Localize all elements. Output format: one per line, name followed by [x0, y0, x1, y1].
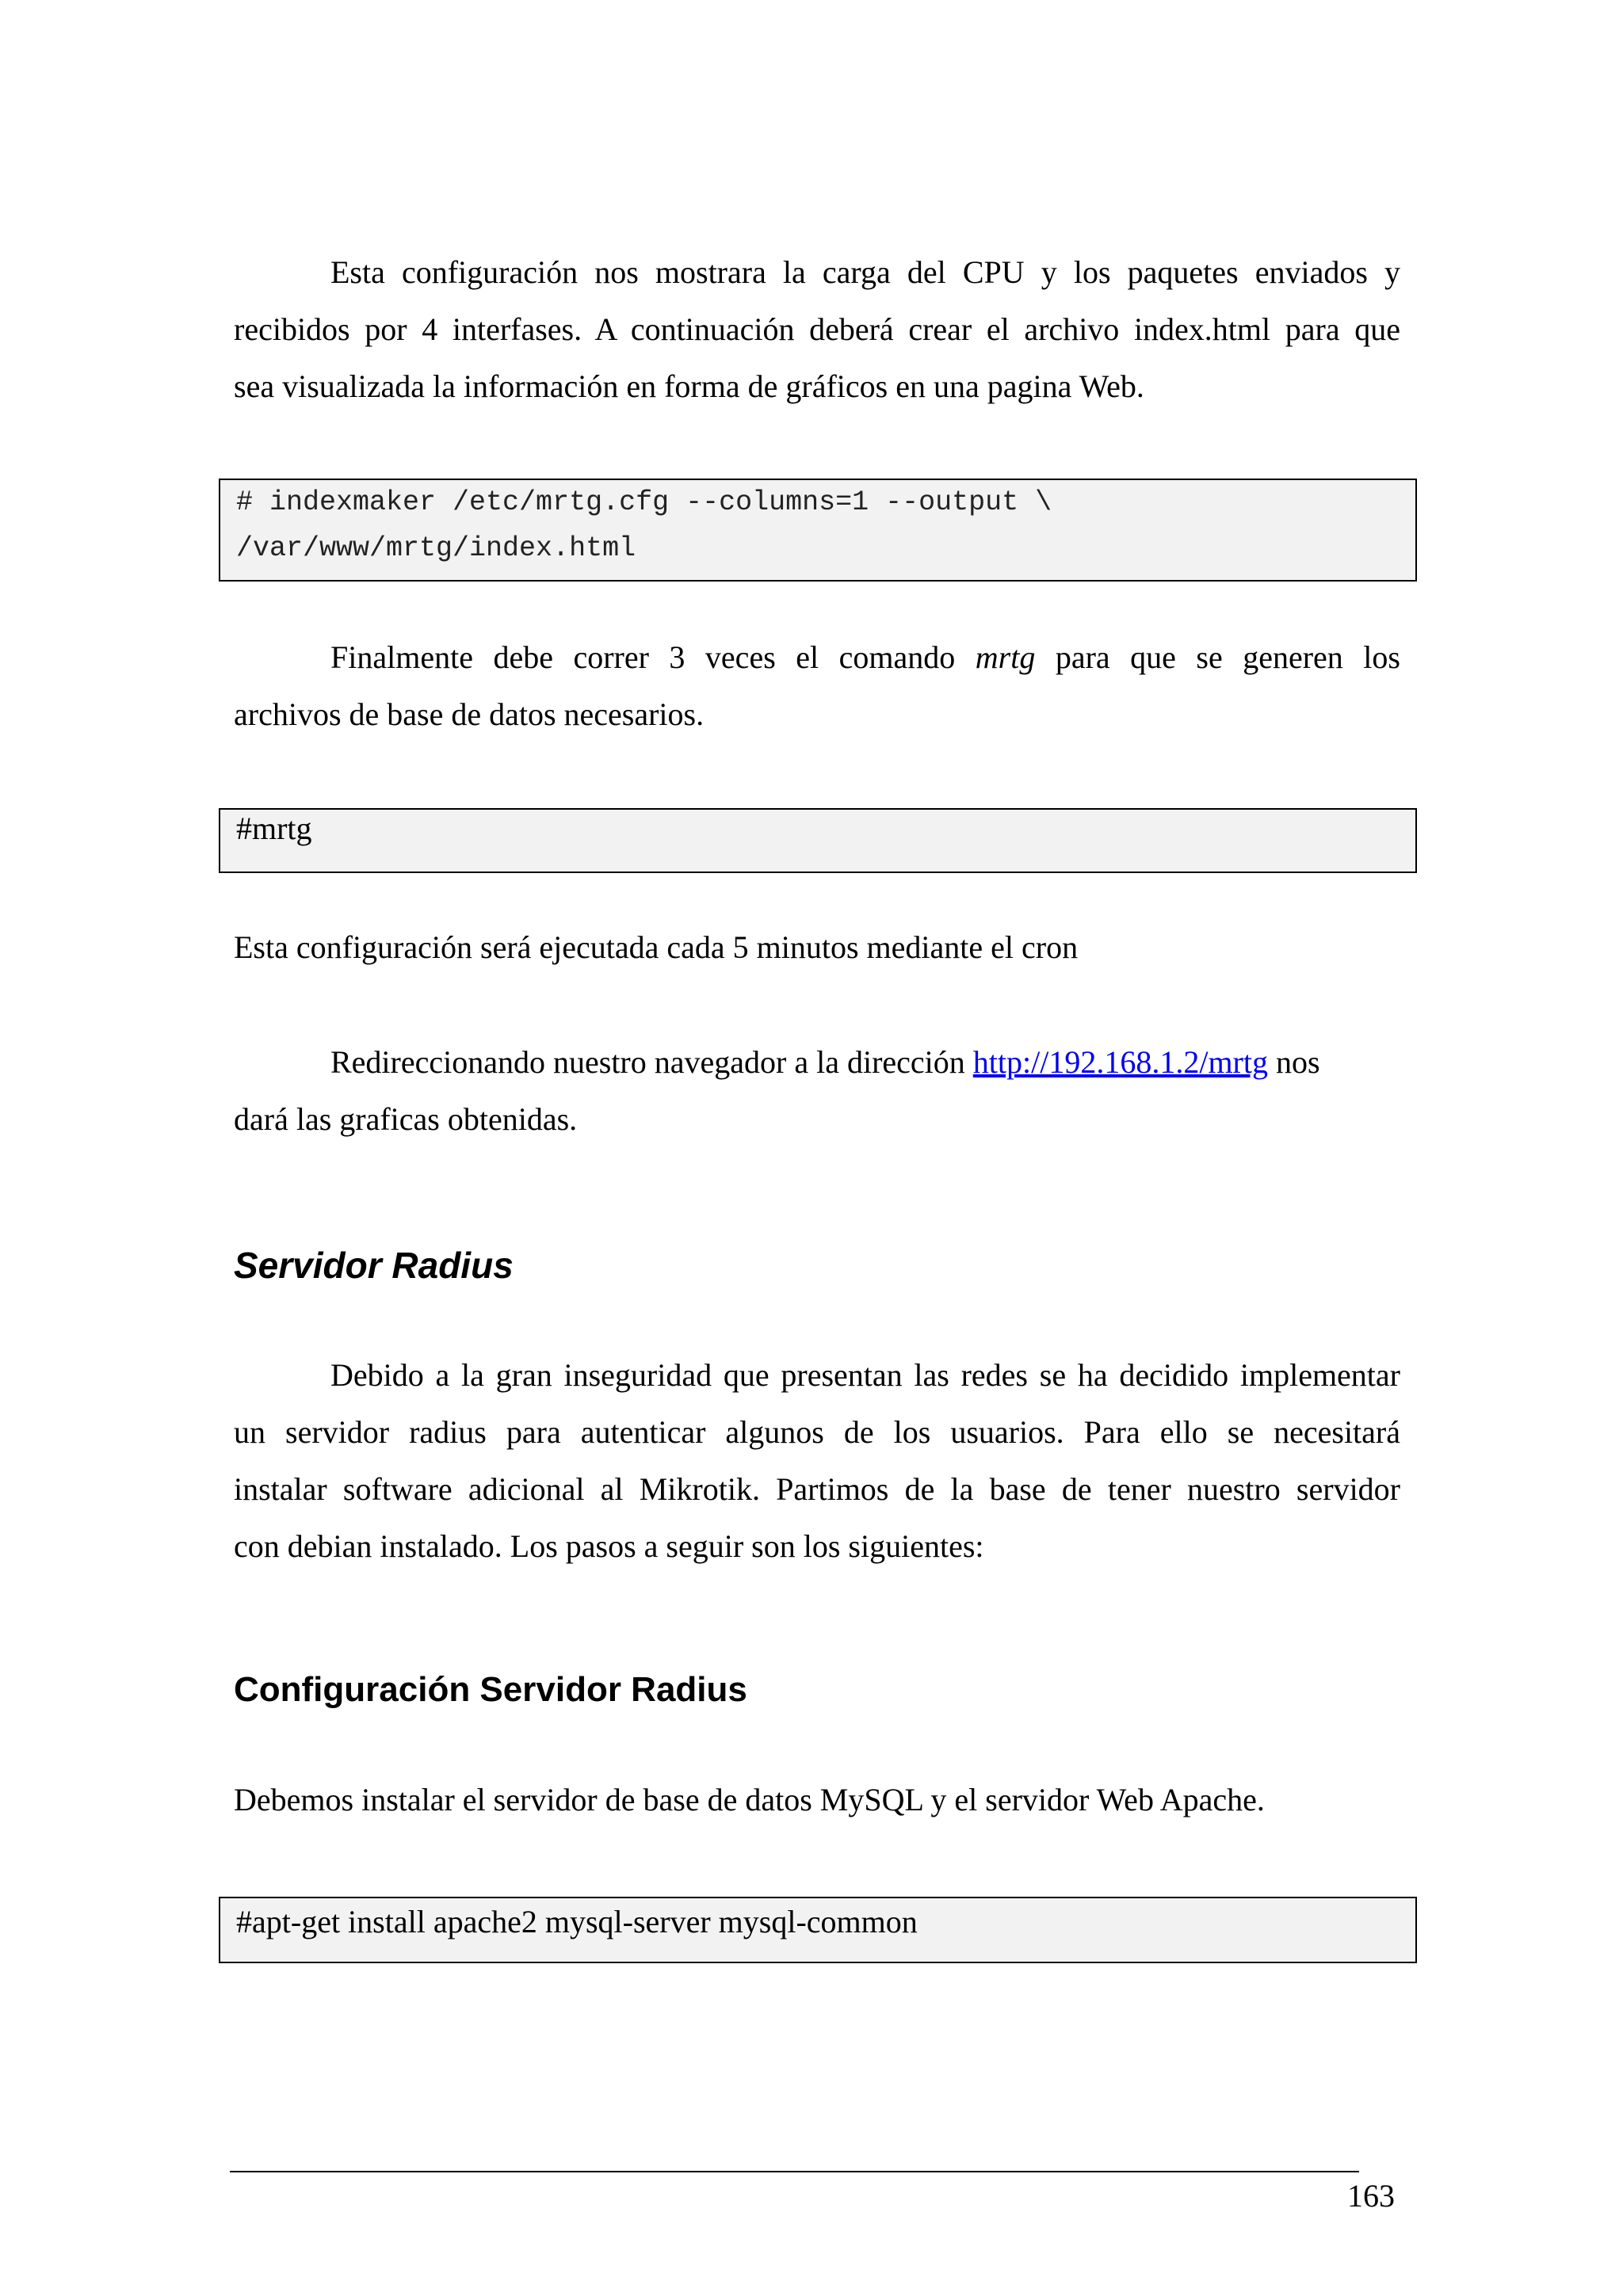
paragraph-line: recibidos por 4 interfases. A continuación deberá crear el archivo index.html para que: [234, 311, 1400, 347]
text-segment: Finalmente debe correr 3 veces el comando: [330, 639, 956, 675]
paragraph-line: [234, 629, 1400, 686]
section-heading: Servidor Radius: [234, 1245, 514, 1286]
code-block-mrtg: [219, 808, 1417, 873]
paragraph-redirect: [234, 1034, 1400, 1148]
code-line: # indexmaker /etc/mrtg.cfg --columns=1 --output \: [236, 486, 1052, 518]
code-line: #apt-get install apache2 mysql-server mysql-common: [236, 1904, 918, 1939]
page-number: 163: [1347, 2178, 1395, 2214]
code-block-indexmaker: [219, 479, 1417, 582]
mrtg-url-link[interactable]: http://192.168.1.2/mrtg: [972, 1044, 1268, 1080]
paragraph-line: dará las graficas obtenidas.: [234, 1101, 578, 1137]
paragraph-radius-intro: [234, 1347, 1400, 1575]
paragraph-line: Debemos instalar el servidor de base de datos MySQL y el servidor Web Apache.: [234, 1782, 1265, 1817]
paragraph-cron: [234, 919, 1400, 976]
paragraph-line: [234, 1034, 1400, 1091]
paragraph-line: instalar software adicional al Mikrotik. Partimos de la base de tener nuestro servidor: [234, 1471, 1400, 1507]
paragraph-line: sea visualizada la información en forma de gráficos en una pagina Web.: [234, 368, 1144, 404]
paragraph-intro: [234, 244, 1400, 415]
code-line: #mrtg: [236, 810, 312, 846]
code-block-apt-get: [219, 1897, 1417, 1963]
paragraph-line: Debido a la gran inseguridad que presentan las redes se ha decidido implementar: [330, 1357, 1400, 1393]
paragraph-mrtg: [234, 629, 1400, 743]
footer-divider: [230, 2171, 1359, 2172]
subsection-heading: Configuración Servidor Radius: [234, 1670, 747, 1709]
paragraph-line: con debian instalado. Los pasos a seguir son los siguientes:: [234, 1528, 984, 1564]
paragraph-line: un servidor radius para autenticar algunos de los usuarios. Para ello se necesitará: [234, 1414, 1400, 1450]
text-segment: para que se generen los: [1055, 639, 1400, 675]
paragraph-line: Esta configuración será ejecutada cada 5 minutos mediante el cron: [234, 929, 1079, 965]
code-line: /var/www/mrtg/index.html: [236, 532, 636, 564]
paragraph-line: Esta configuración nos mostrara la carga del CPU y los paquetes enviados y: [330, 254, 1400, 290]
paragraph-line: archivos de base de datos necesarios.: [234, 696, 705, 732]
text-segment: nos: [1276, 1044, 1320, 1080]
text-segment: Redireccionando nuestro navegador a la dirección: [330, 1044, 965, 1080]
command-name: mrtg: [975, 639, 1036, 675]
paragraph-install: [234, 1772, 1400, 1829]
